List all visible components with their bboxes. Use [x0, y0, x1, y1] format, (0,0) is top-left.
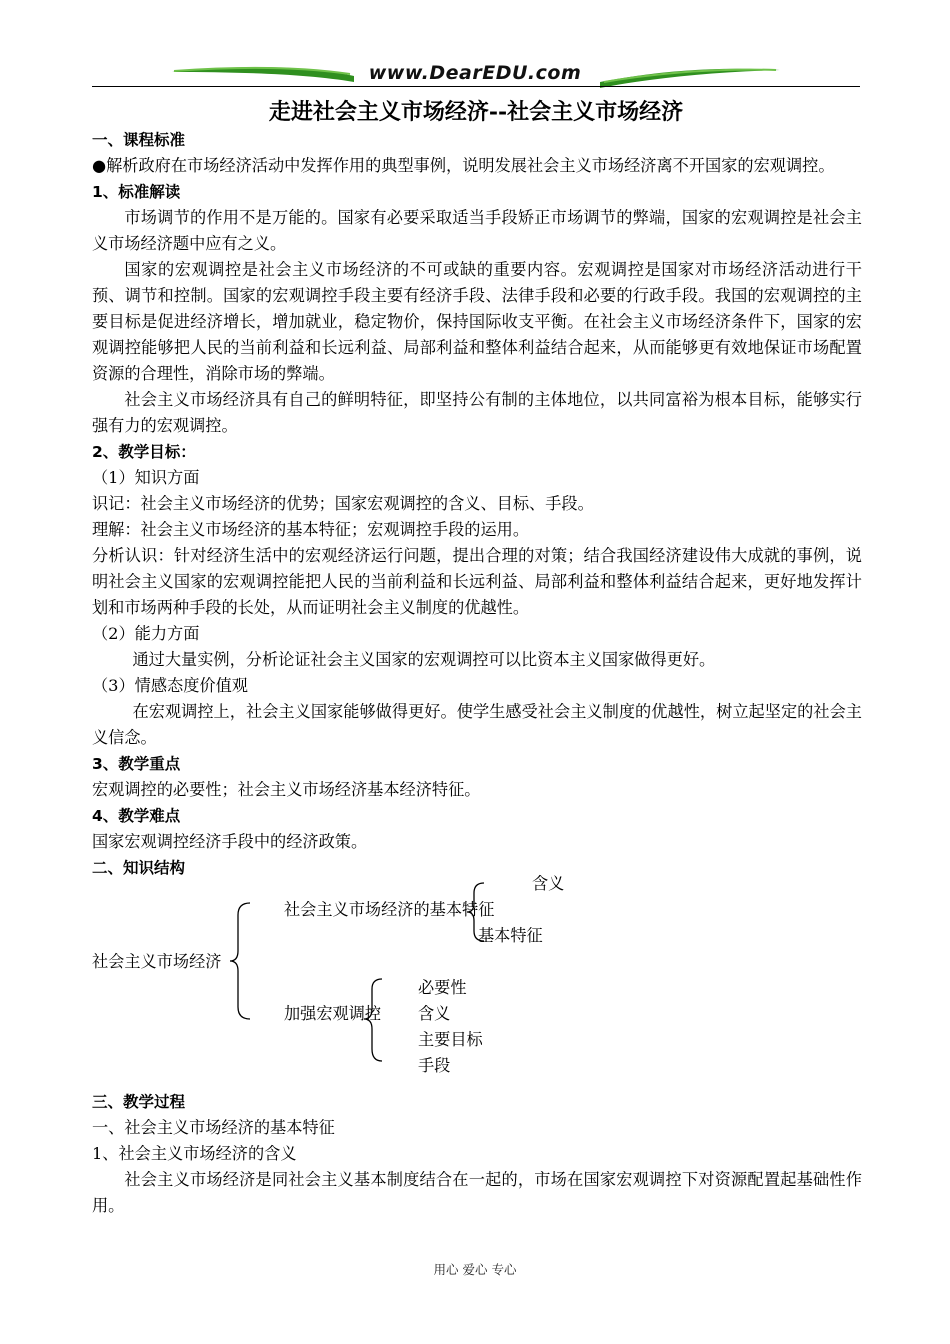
- section-heading-2: 二、知识结构: [92, 859, 186, 877]
- subheading-teaching-goals: 2、教学目标：: [92, 443, 196, 461]
- diagram-branch-features: 社会主义市场经济的基本特征: [284, 900, 495, 919]
- goal-item: 分析认识：针对经济生活中的宏观经济运行问题，提出合理的对策；结合我国经济建设伟大成就的事例，说明社会主义国家的宏观调控能把人民的当前利益和长远利益、局部利益和整体利益结合起来，更好地发挥计划和市场两种手段的长处，从而证明社会主义制度的优越性。: [92, 546, 862, 617]
- header-rule: [92, 86, 860, 87]
- diagram-branch-macro-control: 加强宏观调控: [284, 1004, 382, 1023]
- diagram-leaf: 含义: [418, 1004, 451, 1023]
- paragraph: 社会主义市场经济是同社会主义基本制度结合在一起的，市场在国家宏观调控下对资源配置起基础性作用。: [92, 1170, 862, 1215]
- paragraph: 市场调节的作用不是万能的。国家有必要采取适当手段矫正市场调节的弊端，国家的宏观调控是社会主义市场经济题中应有之义。: [92, 208, 862, 253]
- goal-ability-heading: （2）能力方面: [92, 624, 200, 643]
- paragraph: 社会主义市场经济具有自己的鲜明特征，即坚持公有制的主体地位，以共同富裕为根本目标，能够实行强有力的宏观调控。: [92, 390, 862, 435]
- knowledge-structure-diagram: [92, 874, 862, 1089]
- diagram-root: 社会主义市场经济: [92, 952, 222, 971]
- goal-item: 理解：社会主义市场经济的基本特征；宏观调控手段的运用。: [92, 520, 530, 539]
- section-heading-1: 一、课程标准: [92, 131, 186, 149]
- subheading-key-points: 3、教学重点: [92, 755, 181, 773]
- difficulties: 国家宏观调控经济手段中的经济政策。: [92, 832, 368, 851]
- paragraph: 国家的宏观调控是社会主义市场经济的不可或缺的重要内容。宏观调控是国家对市场经济活动进行干预、调节和控制。国家的宏观调控手段主要有经济手段、法律手段和必要的行政手段。我国的宏观调控的主要目标是促进经济增长，增加就业，稳定物价，保持国际收支平衡。在社会主义市场经济条件下，国家的宏观调控能够把人民的当前利益和长远利益、局部利益和整体利益结合起来，从而能够更有效地保证市场配置资源的合理性，消除市场的弊端。: [92, 260, 862, 383]
- diagram-leaf: 含义: [532, 874, 565, 893]
- subheading-standard-interpretation: 1、标准解读: [92, 183, 181, 201]
- document-body: [92, 127, 862, 1219]
- key-points: 宏观调控的必要性；社会主义市场经济基本经济特征。: [92, 780, 481, 799]
- diagram-leaf: 必要性: [418, 978, 467, 997]
- goal-knowledge-heading: （1）知识方面: [92, 468, 200, 487]
- page-footer: 用心 爱心 专心: [433, 1262, 517, 1277]
- diagram-leaf: 手段: [418, 1056, 451, 1075]
- process-subheading: 1、社会主义市场经济的含义: [92, 1144, 297, 1163]
- curriculum-standard: ●解析政府在市场经济活动中发挥作用的典型事例，说明发展社会主义市场经济离不开国家的宏观调控。: [92, 156, 835, 175]
- goal-item: 通过大量实例，分析论证社会主义国家的宏观调控可以比资本主义国家做得更好。: [132, 650, 716, 669]
- document-title: 走进社会主义市场经济--社会主义市场经济: [268, 99, 684, 125]
- goal-item: 识记：社会主义市场经济的优势；国家宏观调控的含义、目标、手段。: [92, 494, 594, 513]
- diagram-leaf: 基本特征: [478, 926, 543, 945]
- goal-emotion-heading: （3）情感态度价值观: [92, 676, 248, 695]
- section-heading-3: 三、教学过程: [92, 1093, 186, 1111]
- goal-item: 在宏观调控上，社会主义国家能够做得更好。使学生感受社会主义制度的优越性，树立起坚定的社会主义信念。: [92, 702, 862, 747]
- diagram-leaf: 主要目标: [418, 1030, 483, 1049]
- subheading-difficulties: 4、教学难点: [92, 807, 181, 825]
- header-logo: www.DearEDU.com: [368, 62, 582, 84]
- process-subheading: 一、社会主义市场经济的基本特征: [92, 1118, 335, 1137]
